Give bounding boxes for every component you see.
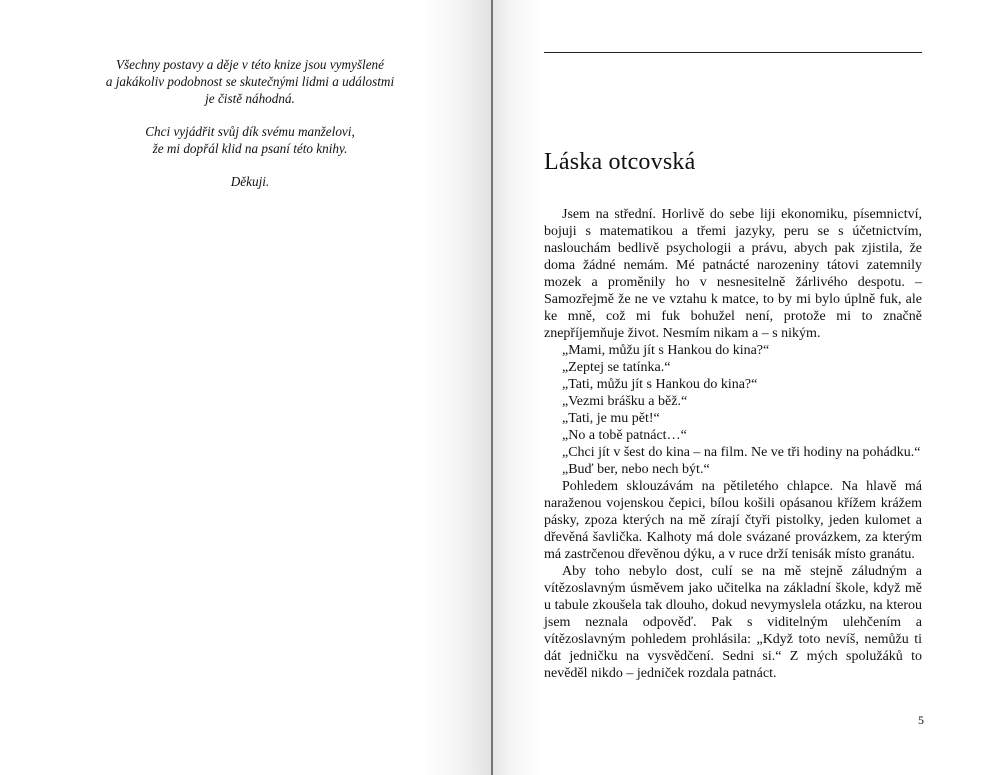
chapter-title: Láska otcovská: [544, 149, 696, 175]
acknowledgement-line: že mi dopřál klid na psaní této knihy.: [152, 141, 348, 156]
paragraph: Aby toho nebylo dost, culí se na mě stejně záludným a vítězoslavným úsměvem jako učitelka na základní škole, když mě u tabule zkoušela tak dlouho, dokud nevymyslela otázku, na kterou jsem neznala odpověď. Pak s viditelným ulehčením a vítězoslavným pohledem prohlásila: „Když toto nevíš, nemůžu ti dát jedničku na vysvědčení. Sedni si.“ Z mých spolužáků to nevěděl nikdo – jedniček rozdala patnáct.: [544, 564, 922, 681]
disclaimer-line: Všechny postavy a děje v této knize jsou vymyšlené: [115, 57, 385, 72]
disclaimer-line: je čistě náhodná.: [205, 91, 295, 106]
acknowledgement-line: Chci vyjádřit svůj dík svému manželovi,: [145, 124, 355, 139]
left-page: [0, 0, 491, 775]
chapter-body: [544, 206, 922, 682]
dialogue-line: „Tati, je mu pět!“: [562, 411, 660, 426]
disclaimer-line: a jakákoliv podobnost se skutečnými lidmi a událostmi: [105, 74, 395, 89]
acknowledgement: [60, 123, 440, 157]
chapter-rule: [544, 52, 922, 53]
paragraph: Pohledem sklouzávám na pětiletého chlapce. Na hlavě má naraženou vojenskou čepici, bílou košili opásanou křížem krážem pásky, zpoza kterých na mě zírají čtyři pistolky, jeden kulomet a dřevěná šavlička. Kalhoty má dole svázané provázkem, za kterým má zastrčenou dřevěnou dýku, a v ruce drží tenisák místo granátu.: [544, 479, 922, 562]
imprint-note: [60, 56, 440, 206]
dialogue-line: „Mami, můžu jít s Hankou do kina?“: [562, 343, 770, 358]
paragraph: Jsem na střední. Horlivě do sebe liji ekonomiku, písemnictví, bojuji s matematikou a třemi jazyky, peru se s účetnictvím, naslouchám bedlivě psychologii a právu, abych pak zjistila, že doma žádné nemám. Mé patnácté narozeniny tátovi zatemnily mozek a proměnily ho v nesnesitelně žárlivého despotu. – Samozřejmě že ne ve vztahu k matce, to by mi bylo úplně fuk, ale ke mně, což mi fuk bohužel není, protože mi to značně znepříjemňuje život. Nesmím nikam a – s nikým.: [544, 207, 922, 341]
dialogue-line: „Chci jít v šest do kina – na film. Ne ve tři hodiny na pohádku.“: [562, 445, 921, 460]
dialogue-line: „Zeptej se tatínka.“: [562, 360, 671, 375]
signoff: Děkuji.: [230, 174, 270, 189]
dialogue-line: „Buď ber, nebo nech být.“: [562, 462, 710, 477]
dialogue-line: „Vezmi brášku a běž.“: [562, 394, 688, 409]
page-number: 5: [918, 713, 924, 727]
dialogue-line: „No a tobě patnáct…“: [562, 428, 687, 443]
disclaimer: [60, 56, 440, 107]
dialogue-line: „Tati, můžu jít s Hankou do kina?“: [562, 377, 758, 392]
